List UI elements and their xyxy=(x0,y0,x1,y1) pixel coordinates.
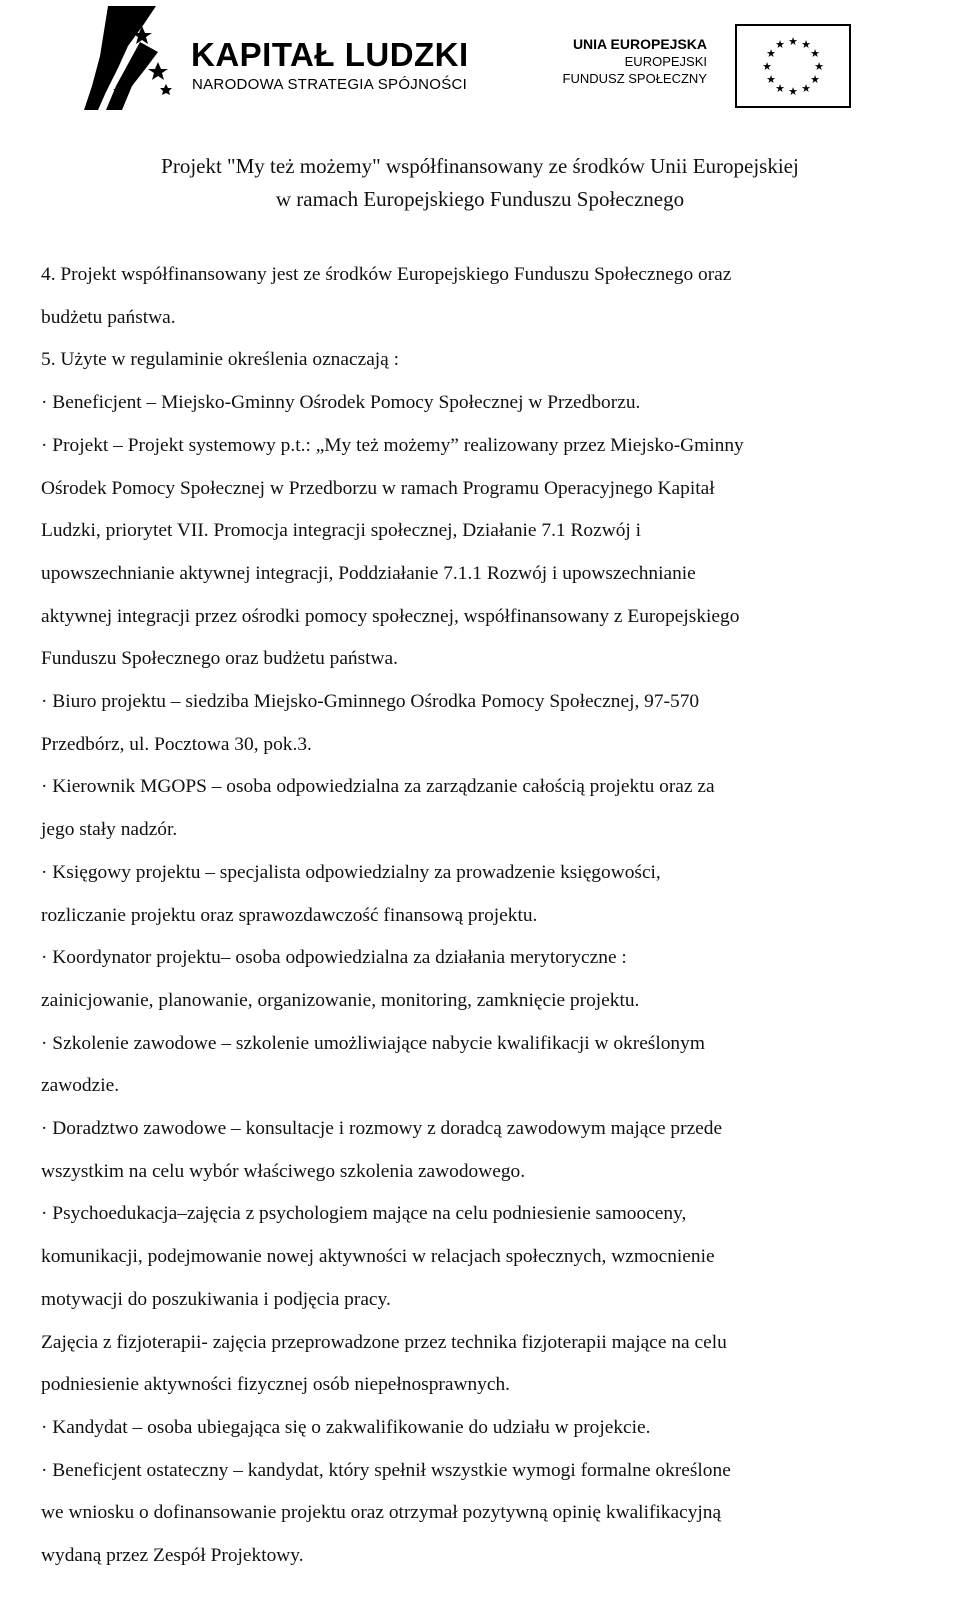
body-line: podniesienie aktywności fizycznej osób niepełnosprawnych. xyxy=(41,1374,511,1396)
body-line: · Kandydat – osoba ubiegająca się o zakwalifikowanie do udziału w projekcie. xyxy=(41,1416,651,1438)
body-line: upowszechnianie aktywnej integracji, Poddziałanie 7.1.1 Rozwój i upowszechnianie xyxy=(41,562,696,584)
body-line: we wniosku o dofinansowanie projektu oraz otrzymał pozytywną opinię kwalifikacyjną xyxy=(41,1502,722,1524)
svg-text:★: ★ xyxy=(814,60,824,73)
eu-logo xyxy=(562,24,855,114)
body-line: · Szkolenie zawodowe – szkolenie umożliwiające nabycie kwalifikacji w określonym xyxy=(41,1032,705,1054)
body-line: Zajęcia z fizjoterapii- zajęcia przeprowadzone przez technika fizjoterapii mające na celu xyxy=(41,1331,727,1353)
body-line: budżetu państwa. xyxy=(41,306,176,328)
body-line: Ośrodek Pomocy Społecznej w Przedborzu w ramach Programu Operacyjnego Kapitał xyxy=(41,477,715,499)
body-line: 5. Użyte w regulaminie określenia oznaczają : xyxy=(41,349,400,371)
eu-logo-line1: UNIA EUROPEJSKA xyxy=(572,36,707,52)
body-line: komunikacji, podejmowanie nowej aktywności w relacjach społecznych, wzmocnienie xyxy=(41,1246,715,1268)
eu-flag-icon xyxy=(735,24,851,108)
body-line: Ludzki, priorytet VII. Promocja integracji społecznej, Działanie 7.1 Rozwój i xyxy=(41,520,642,542)
body-line: jego stały nadzór. xyxy=(41,819,178,841)
body-line: wydaną przez Zespół Projektowy. xyxy=(41,1545,304,1567)
eu-logo-line3: FUNDUSZ SPOŁECZNY xyxy=(562,71,707,86)
svg-text:★: ★ xyxy=(775,38,785,51)
kapital-ludzki-logo xyxy=(84,6,469,110)
body-line: Funduszu Społecznego oraz budżetu państwa. xyxy=(41,648,399,670)
body-line: · Doradztwo zawodowe – konsultacje i rozmowy z doradcą zawodowym mające przede xyxy=(41,1118,723,1140)
svg-text:★: ★ xyxy=(810,47,820,60)
body-line: rozliczanie projektu oraz sprawozdawczość finansową projektu. xyxy=(41,904,538,926)
svg-text:★: ★ xyxy=(788,35,798,48)
svg-text:★: ★ xyxy=(766,47,776,60)
svg-text:★: ★ xyxy=(762,60,772,73)
heading-line-2: w ramach Europejskiego Funduszu Społecznego xyxy=(275,187,685,211)
eu-logo-line2: EUROPEJSKI xyxy=(624,54,707,69)
body-line: · Księgowy projektu – specjalista odpowiedzialny za prowadzenie księgowości, xyxy=(41,861,661,883)
svg-text:★: ★ xyxy=(766,73,776,86)
body-line: zainicjowanie, planowanie, organizowanie, monitoring, zamknięcie projektu. xyxy=(41,989,640,1011)
svg-text:★: ★ xyxy=(801,82,811,95)
svg-text:★: ★ xyxy=(788,85,798,98)
body-line: zawodzie. xyxy=(41,1075,120,1097)
body-line: · Projekt – Projekt systemowy p.t.: „My też możemy” realizowany przez Miejsko-Gminny xyxy=(41,434,744,456)
heading-line-1: Projekt "My też możemy" współfinansowany ze środków Unii Europejskiej xyxy=(161,154,799,178)
body-line: · Psychoedukacja–zajęcia z psychologiem mające na celu podniesienie samooceny, xyxy=(41,1203,687,1225)
project-heading xyxy=(0,150,960,216)
body-line: 4. Projekt współfinansowany jest ze środków Europejskiego Funduszu Społecznego oraz xyxy=(41,264,732,285)
body-line: · Beneficjent ostateczny – kandydat, który spełnił wszystkie wymogi formalne określone xyxy=(41,1459,731,1481)
body-line: Przedbórz, ul. Pocztowa 30, pok.3. xyxy=(41,733,312,755)
body-line: wszystkim na celu wybór właściwego szkolenia zawodowego. xyxy=(41,1160,526,1182)
svg-text:★: ★ xyxy=(801,38,811,51)
svg-text:★: ★ xyxy=(775,82,785,95)
svg-text:★: ★ xyxy=(810,73,820,86)
body-line: · Biuro projektu – siedziba Miejsko-Gminnego Ośrodka Pomocy Społecznej, 97-570 xyxy=(41,691,700,713)
body-line: · Beneficjent – Miejsko-Gminny Ośrodek Pomocy Społecznej w Przedborzu. xyxy=(41,392,641,414)
eu-logo-text xyxy=(563,36,707,87)
regulation-body xyxy=(41,254,946,1578)
kapital-ludzki-emblem-icon xyxy=(84,6,184,110)
kapital-ludzki-subtitle: NARODOWA STRATEGIA SPÓJNOŚCI xyxy=(192,76,468,93)
body-line: aktywnej integracji przez ośrodki pomocy społecznej, współfinansowany z Europejskiego xyxy=(41,605,740,627)
body-line: · Kierownik MGOPS – osoba odpowiedzialna za zarządzanie całością projektu oraz za xyxy=(41,776,715,798)
body-line: motywacji do poszukiwania i podjęcia pracy. xyxy=(41,1288,391,1310)
body-line: · Koordynator projektu– osoba odpowiedzialna za działania merytoryczne : xyxy=(41,947,627,969)
kapital-ludzki-title: KAPITAŁ LUDZKI xyxy=(191,36,469,73)
